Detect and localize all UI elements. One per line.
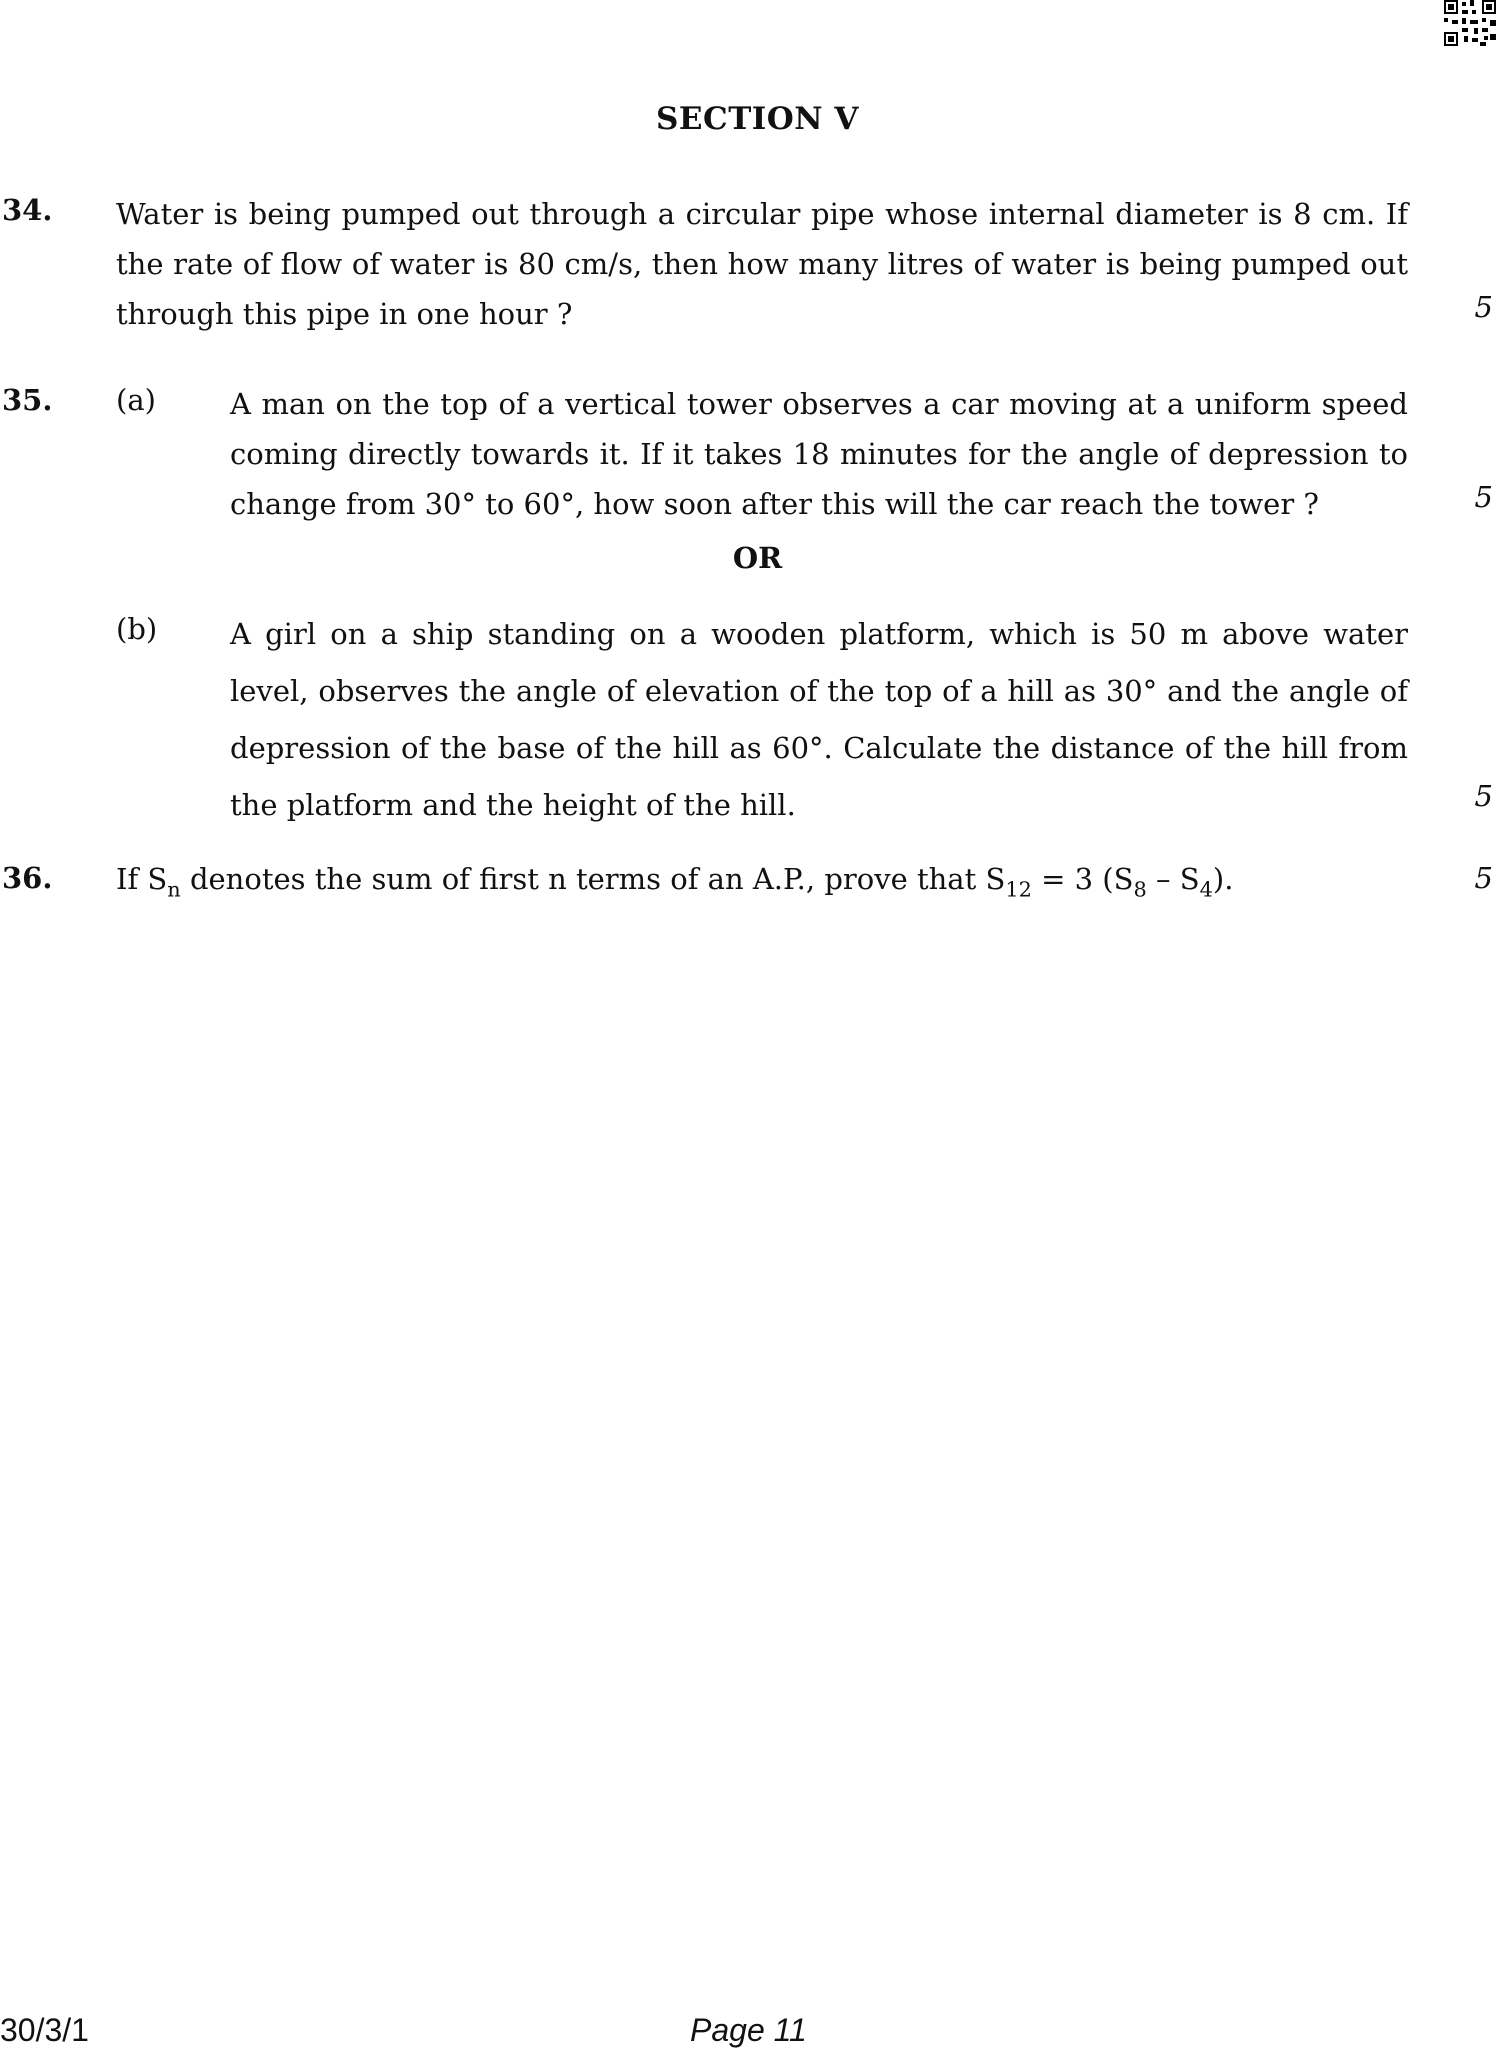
marks-36: 5 (1474, 861, 1493, 895)
part-label-35b: (b) (116, 612, 158, 646)
question-text-34: Water is being pumped out through a circular pipe whose internal diameter is 8 cm. If the rate of flow of water is 80 cm/s, then how many litres of water is being pumped out through this pipe in one hour ? (116, 197, 1408, 331)
question-text-35a: A man on the top of a vertical tower observes a car moving at a uniform speed coming directly towards it. If it takes 18 minutes for the angle of depression to change from 30° to 60°, how soon after this will the car reach the tower ? (230, 387, 1408, 521)
question-number-35: 35. (2, 383, 53, 417)
marks-35b: 5 (1474, 779, 1493, 813)
q36-sub-4: 4 (1199, 877, 1213, 902)
q36-text-3: = 3 (S (1031, 862, 1134, 896)
q36-text-1: If S (116, 862, 168, 896)
footer-page-number: Page 11 (690, 2012, 807, 2048)
marks-34: 5 (1474, 290, 1493, 324)
q36-sub-12: 12 (1005, 877, 1032, 902)
or-label: OR (732, 541, 783, 575)
question-text-36 (116, 859, 1316, 902)
q36-text-5: ). (1212, 862, 1234, 896)
section-title: SECTION V (656, 101, 859, 137)
question-number-34: 34. (2, 193, 53, 227)
q36-sub-n: n (167, 877, 181, 902)
footer-paper-code: 30/3/1 (0, 2012, 89, 2048)
q36-text-2: denotes the sum of first n terms of an A.P., prove that S (180, 862, 1006, 896)
qr-code-icon (1444, 0, 1496, 46)
marks-35a: 5 (1474, 480, 1493, 514)
question-number-36: 36. (2, 861, 53, 895)
q36-text-4: – S (1146, 862, 1200, 896)
part-label-35a: (a) (116, 383, 156, 417)
q36-sub-8: 8 (1133, 877, 1147, 902)
question-text-35b: A girl on a ship standing on a wooden platform, which is 50 m above water level, observes the angle of elevation of the top of a hill as 30° and the angle of depression of the base of the hill as 60°. Calculate the distance of the hill from the platform and the height of the hill. (230, 617, 1408, 822)
